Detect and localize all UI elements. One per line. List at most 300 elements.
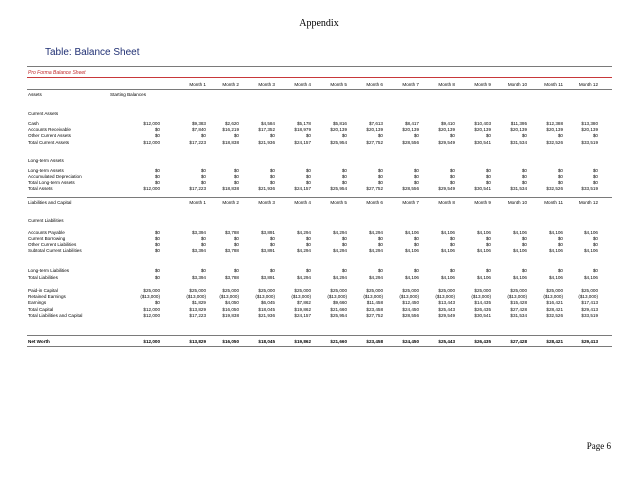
value-cell: $4,106 [583,230,598,235]
starting-balance-cell: $0 [154,242,160,247]
value-cell: $0 [200,242,206,247]
value-cell: $4,106 [548,275,563,280]
row-label: Other Current Liabilities [28,242,77,247]
value-cell: $25,000 [581,288,598,293]
value-cell: $0 [592,180,598,185]
value-cell: $27,428 [510,307,527,312]
value-cell: $0 [200,180,206,185]
value-cell: $0 [592,168,598,173]
value-cell: $0 [233,242,239,247]
value-cell: $0 [233,174,239,179]
row-label: Paid-in Capital [28,288,58,293]
value-cell: $11,458 [366,300,383,305]
value-cell: $31,534 [510,140,527,145]
value-cell: $4,294 [368,275,383,280]
starting-balance-cell: $0 [154,268,160,273]
value-cell: $25,000 [366,288,383,293]
value-cell: $24,157 [294,186,311,191]
month-header: Month 7 [402,82,419,87]
value-cell: $4,106 [583,248,598,253]
row-label: Retained Earnings [28,294,66,299]
value-cell: $0 [592,268,598,273]
table-rule [27,197,612,198]
value-cell: $20,139 [438,127,455,132]
table-row [28,218,614,224]
value-cell: $0 [557,168,563,173]
value-cell: ($13,000) [291,294,311,299]
table-rule [27,346,612,347]
value-cell: $0 [557,174,563,179]
top-rule [27,66,612,67]
value-cell: $26,435 [474,307,491,312]
month-header: Month 4 [294,82,311,87]
proforma-rule [27,77,612,78]
value-cell: ($13,000) [327,294,347,299]
value-cell: $0 [341,133,347,138]
month-header: Month 5 [330,82,347,87]
value-cell: $3,788 [224,275,239,280]
value-cell: $4,106 [476,248,491,253]
table-row [28,111,614,117]
value-cell: $0 [269,268,275,273]
value-cell: $0 [413,236,419,241]
value-cell: $0 [233,168,239,173]
month-header: Month 12 [578,200,598,205]
value-cell: $18,045 [258,307,275,312]
value-cell: $0 [377,236,383,241]
value-cell: $25,000 [438,288,455,293]
value-cell: $6,045 [260,300,275,305]
value-cell: $28,556 [402,186,419,191]
row-label: Other Current Assets [28,133,71,138]
value-cell: $0 [200,236,206,241]
value-cell: $4,106 [440,248,455,253]
value-cell: $0 [521,174,527,179]
starting-balance-cell: $25,000 [143,288,160,293]
row-label: Total Liabilities [28,275,58,280]
value-cell: $25,000 [474,288,491,293]
value-cell: $0 [521,180,527,185]
month-header: Month 1 [189,200,206,205]
value-cell: $28,556 [402,140,419,145]
value-cell: $0 [592,174,598,179]
value-cell: $29,413 [581,339,598,344]
value-cell: $4,294 [296,275,311,280]
value-cell: $4,106 [512,230,527,235]
value-cell: $3,394 [191,275,206,280]
value-cell: $16,421 [546,300,563,305]
net-worth-row [28,339,614,345]
value-cell: ($13,000) [186,294,206,299]
row-label: Earnings [28,300,47,305]
value-cell: $0 [413,133,419,138]
value-cell: $20,139 [546,127,563,132]
value-cell: $0 [485,133,491,138]
value-cell: $20,139 [402,127,419,132]
value-cell: $3,788 [224,248,239,253]
row-label: Total Assets [28,186,53,191]
value-cell: $5,816 [332,121,347,126]
month-header: Month 2 [222,200,239,205]
value-cell: $24,157 [294,140,311,145]
value-cell: $0 [341,236,347,241]
value-cell: $4,294 [368,230,383,235]
value-cell: $15,428 [510,300,527,305]
value-cell: $13,829 [189,339,206,344]
row-label: Net Worth [28,339,50,344]
value-cell: $4,294 [332,275,347,280]
starting-balance-cell: $12,000 [143,121,160,126]
value-cell: $25,000 [546,288,563,293]
value-cell: $25,000 [402,288,419,293]
value-cell: $20,139 [581,127,598,132]
value-cell: $0 [413,268,419,273]
value-cell: $0 [592,236,598,241]
value-cell: $3,394 [191,230,206,235]
value-cell: $0 [521,236,527,241]
value-cell: $4,050 [224,300,239,305]
value-cell: $25,954 [330,140,347,145]
value-cell: $16,050 [222,339,239,344]
month-header: Month 8 [438,82,455,87]
value-cell: $0 [557,180,563,185]
value-cell: $18,979 [294,127,311,132]
value-cell: $4,294 [332,230,347,235]
value-cell: $19,862 [294,339,311,344]
value-cell: $0 [233,268,239,273]
value-cell: $25,954 [330,313,347,318]
value-cell: $20,139 [330,127,347,132]
value-cell: $19,862 [294,307,311,312]
value-cell: $0 [377,168,383,173]
value-cell: $9,383 [191,121,206,126]
value-cell: $25,000 [294,288,311,293]
value-cell: $0 [305,268,311,273]
value-cell: $4,106 [476,230,491,235]
value-cell: $0 [521,242,527,247]
value-cell: $3,891 [260,275,275,280]
value-cell: $21,660 [330,307,347,312]
value-cell: $4,584 [260,121,275,126]
value-cell: $3,788 [224,230,239,235]
starting-balance-cell: $0 [154,300,160,305]
month-header: Month 3 [258,82,275,87]
starting-balance-cell: ($13,000) [140,294,160,299]
value-cell: $4,106 [404,275,419,280]
value-cell: $0 [377,180,383,185]
value-cell: $26,435 [474,339,491,344]
value-cell: $0 [449,242,455,247]
value-cell: $0 [233,180,239,185]
value-cell: $31,534 [510,313,527,318]
value-cell: $25,000 [258,288,275,293]
value-cell: $0 [449,133,455,138]
value-cell: $0 [341,242,347,247]
value-cell: $0 [449,236,455,241]
value-cell: $7,862 [296,300,311,305]
value-cell: ($13,000) [219,294,239,299]
value-cell: $0 [521,133,527,138]
value-cell: ($13,000) [363,294,383,299]
starting-balance-cell: $12,000 [143,140,160,145]
row-label: Long-term Assets [28,158,64,163]
row-label: Accounts Receivable [28,127,71,132]
value-cell: $3,394 [191,248,206,253]
starting-balance-cell: $0 [154,133,160,138]
value-cell: $13,380 [581,121,598,126]
starting-balance-cell: $0 [154,174,160,179]
value-cell: $31,534 [510,186,527,191]
value-cell: $7,840 [191,127,206,132]
value-cell: $28,421 [546,307,563,312]
month-header: Month 5 [330,200,347,205]
value-cell: $32,526 [546,186,563,191]
value-cell: $21,936 [258,313,275,318]
value-cell: $0 [557,242,563,247]
value-cell: $32,526 [546,140,563,145]
value-cell: $24,450 [402,307,419,312]
value-cell: $30,541 [474,140,491,145]
table-row [28,268,614,274]
table-row [28,140,614,146]
value-cell: $0 [521,168,527,173]
value-cell: $0 [269,174,275,179]
value-cell: $0 [413,242,419,247]
value-cell: $4,106 [476,275,491,280]
value-cell: $0 [305,236,311,241]
value-cell: $20,139 [474,127,491,132]
row-label: Accumulated Depreciation [28,174,82,179]
value-cell: $1,829 [191,300,206,305]
value-cell: $0 [592,133,598,138]
value-cell: $0 [200,133,206,138]
value-cell: $4,106 [548,230,563,235]
value-cell: $29,549 [438,313,455,318]
value-cell: $30,541 [474,186,491,191]
table-row [28,313,614,319]
value-cell: $4,294 [368,248,383,253]
row-label: Cash [28,121,39,126]
assets-label: Assets [28,92,42,97]
value-cell: $0 [485,168,491,173]
value-cell: $3,891 [260,248,275,253]
month-header-row [28,82,614,88]
value-cell: $23,458 [366,307,383,312]
starting-balances-label: Starting Balances [110,92,147,97]
row-label: Long-term Liabilities [28,268,70,273]
table-row [28,158,614,164]
value-cell: $0 [200,174,206,179]
value-cell: $4,294 [296,230,311,235]
value-cell: $0 [305,133,311,138]
value-cell: $0 [377,174,383,179]
value-cell: $4,106 [583,275,598,280]
value-cell: $27,752 [366,313,383,318]
month-header: Month 9 [474,82,491,87]
row-label: Total Liabilities and Capital [28,313,83,318]
value-cell: $0 [485,242,491,247]
value-cell: $0 [305,168,311,173]
value-cell: $0 [485,180,491,185]
value-cell: $28,421 [546,339,563,344]
month-header: Month 6 [366,200,383,205]
table-row [28,186,614,192]
month-header: Month 6 [366,82,383,87]
value-cell: $0 [305,242,311,247]
value-cell: ($13,000) [435,294,455,299]
value-cell: $0 [377,133,383,138]
assets-header-row [28,92,614,98]
row-label: Liabilities and Capital [28,200,72,205]
value-cell: $0 [377,268,383,273]
value-cell: $4,294 [332,248,347,253]
value-cell: ($13,000) [399,294,419,299]
value-cell: $0 [377,242,383,247]
value-cell: $17,223 [189,186,206,191]
month-header: Month 10 [507,200,527,205]
starting-balance-cell: $0 [154,236,160,241]
month-header: Month 9 [474,200,491,205]
month-header: Month 12 [578,82,598,87]
value-cell: $24,450 [402,339,419,344]
value-cell: $0 [449,180,455,185]
table-rule [27,335,612,336]
value-cell: $25,443 [438,307,455,312]
value-cell: $0 [305,174,311,179]
liabilities-header-row [28,200,614,206]
value-cell: $0 [413,180,419,185]
proforma-label: Pro Forma Balance Sheet [28,70,86,76]
value-cell: $11,395 [510,121,527,126]
value-cell: $0 [557,268,563,273]
row-label: Accounts Payable [28,230,65,235]
value-cell: $17,352 [258,127,275,132]
value-cell: $0 [485,236,491,241]
value-cell: $14,435 [474,300,491,305]
value-cell: $13,443 [438,300,455,305]
row-label: Subtotal Current Liabilities [28,248,82,253]
month-header: Month 10 [507,82,527,87]
value-cell: $4,106 [512,248,527,253]
value-cell: $27,752 [366,186,383,191]
row-label: Total Capital [28,307,54,312]
value-cell: $4,106 [440,275,455,280]
value-cell: $4,106 [404,248,419,253]
value-cell: $17,223 [189,140,206,145]
value-cell: $2,620 [224,121,239,126]
month-header: Month 4 [294,200,311,205]
value-cell: $29,549 [438,140,455,145]
starting-balance-cell: $0 [154,168,160,173]
value-cell: $0 [413,174,419,179]
value-cell: $12,388 [546,121,563,126]
value-cell: ($13,000) [471,294,491,299]
starting-balance-cell: $0 [154,180,160,185]
value-cell: ($13,000) [507,294,527,299]
table-row [28,248,614,254]
value-cell: $0 [200,268,206,273]
value-cell: $17,413 [581,300,598,305]
value-cell: $21,936 [258,140,275,145]
value-cell: $0 [449,268,455,273]
value-cell: $16,219 [222,127,239,132]
value-cell: $0 [557,133,563,138]
row-label: Current Assets [28,111,59,116]
value-cell: $25,954 [330,186,347,191]
value-cell: $27,752 [366,140,383,145]
row-label: Total Long-term Assets [28,180,75,185]
value-cell: $18,838 [222,186,239,191]
value-cell: $4,106 [404,230,419,235]
value-cell: $0 [341,168,347,173]
value-cell: $0 [485,174,491,179]
value-cell: $25,000 [330,288,347,293]
value-cell: $0 [233,133,239,138]
table-title: Table: Balance Sheet [45,47,140,58]
starting-balance-cell: $12,000 [143,339,160,344]
value-cell: $0 [449,174,455,179]
value-cell: $0 [305,180,311,185]
value-cell: $0 [233,236,239,241]
value-cell: $3,891 [260,230,275,235]
value-cell: $8,417 [404,121,419,126]
value-cell: $4,106 [440,230,455,235]
value-cell: $27,428 [510,339,527,344]
value-cell: $5,178 [296,121,311,126]
value-cell: $0 [269,236,275,241]
value-cell: $7,613 [368,121,383,126]
starting-balance-cell: $12,000 [143,313,160,318]
value-cell: $0 [485,268,491,273]
value-cell: $17,223 [189,313,206,318]
value-cell: $0 [341,268,347,273]
value-cell: $0 [413,168,419,173]
value-cell: $28,556 [402,313,419,318]
value-cell: $0 [269,180,275,185]
value-cell: $4,294 [296,248,311,253]
row-label: Total Current Assets [28,140,70,145]
table-row [28,275,614,281]
value-cell: $0 [592,242,598,247]
value-cell: $18,045 [258,339,275,344]
month-header: Month 2 [222,82,239,87]
value-cell: $0 [200,168,206,173]
table-row [28,300,614,306]
value-cell: ($13,000) [255,294,275,299]
value-cell: $23,458 [366,339,383,344]
starting-balance-cell: $12,000 [143,186,160,191]
value-cell: $29,549 [438,186,455,191]
starting-balance-cell: $12,000 [143,307,160,312]
value-cell: $33,519 [581,313,598,318]
value-cell: $20,139 [510,127,527,132]
value-cell: $0 [557,236,563,241]
page-header: Appendix [299,18,339,29]
value-cell: $0 [269,133,275,138]
value-cell: $10,403 [474,121,491,126]
value-cell: $13,829 [189,307,206,312]
month-header: Month 11 [544,200,563,205]
value-cell: $9,410 [440,121,455,126]
value-cell: $0 [341,174,347,179]
value-cell: $24,157 [294,313,311,318]
value-cell: $33,519 [581,140,598,145]
value-cell: $0 [269,242,275,247]
starting-balance-cell: $0 [154,275,160,280]
page-number: Page 6 [586,441,611,451]
value-cell: $19,838 [222,313,239,318]
row-label: Current Liabilities [28,218,64,223]
